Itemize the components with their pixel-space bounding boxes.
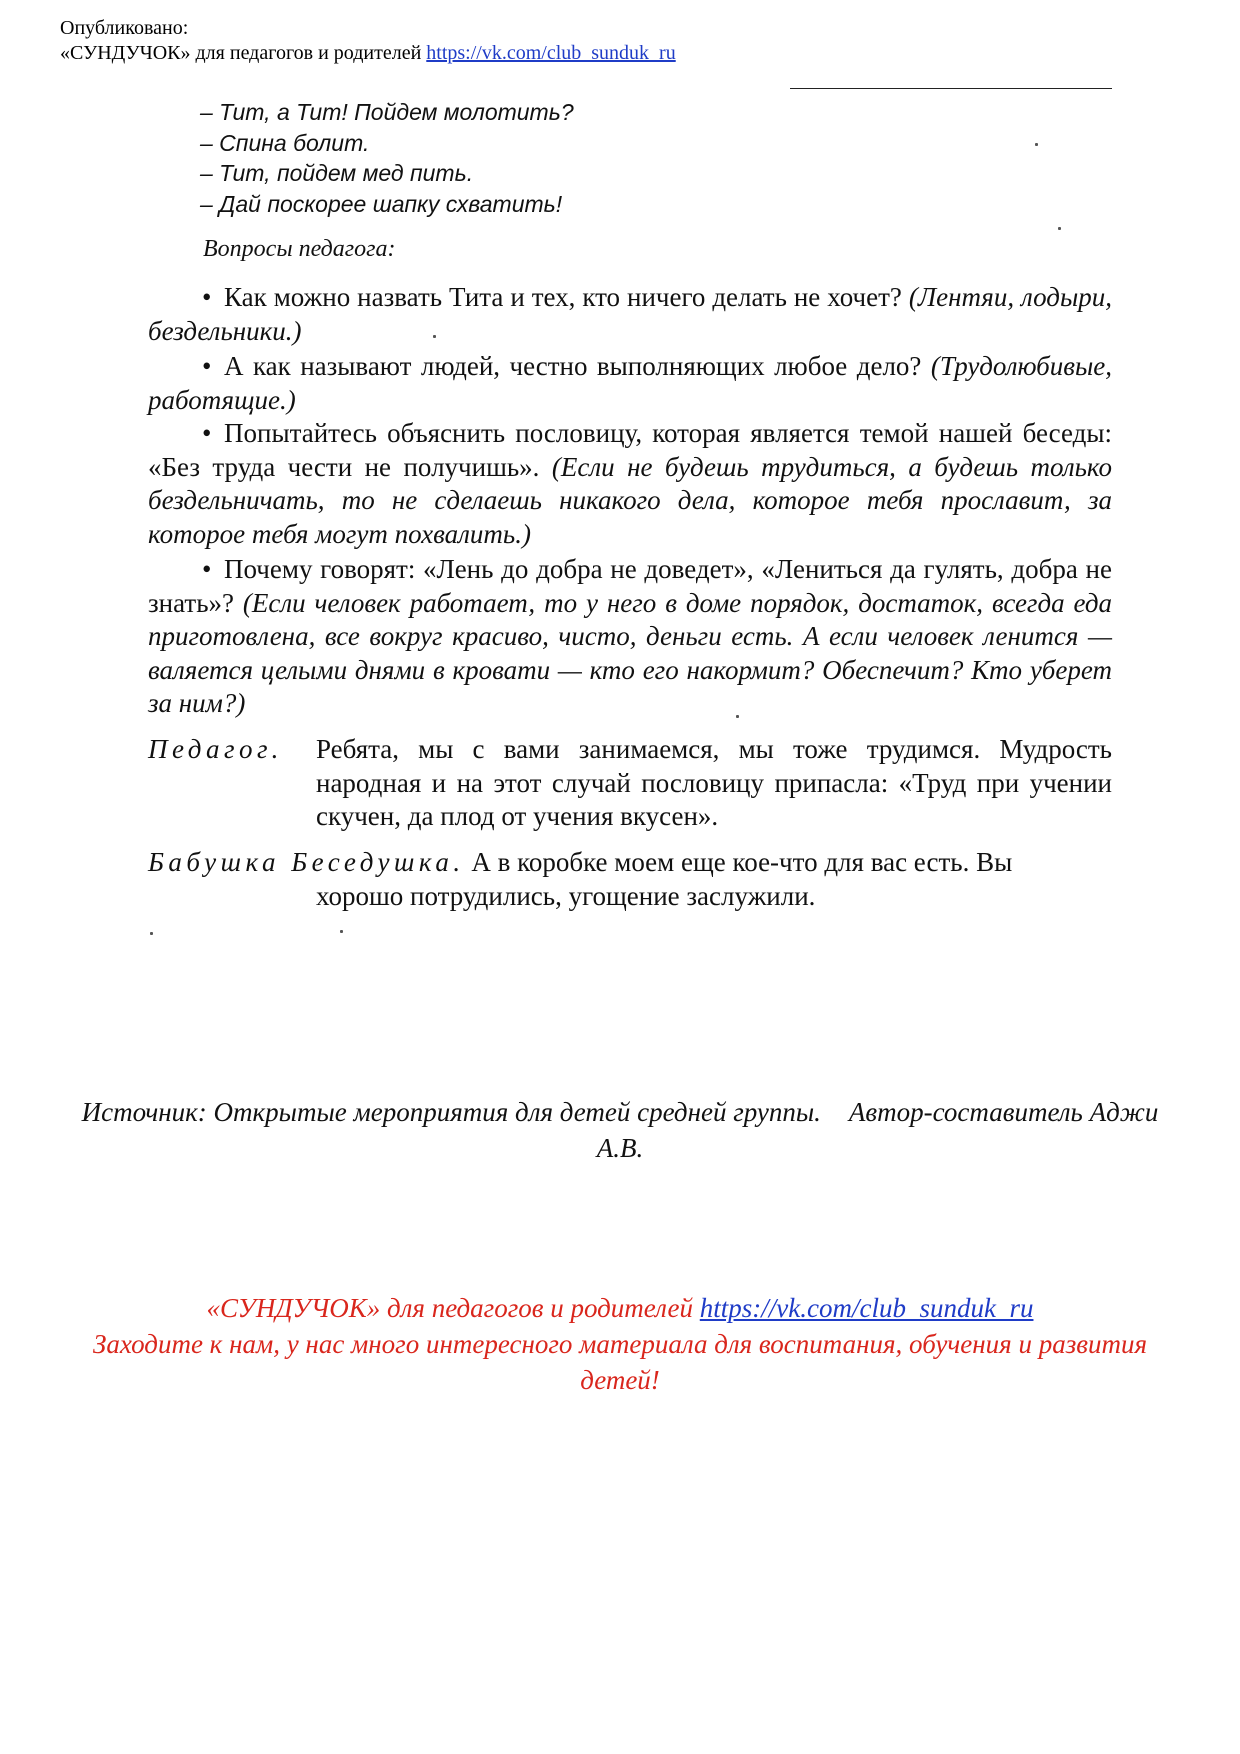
speech-text-first: А в коробке моем еще кое-что для вас есть. Вы: [471, 847, 1013, 877]
top-rule-divider: [790, 88, 1112, 89]
dialog-line: – Тит, а Тит! Пойдем молотить?: [200, 99, 574, 125]
source-label: Источник: Открытые мероприятия для детей средней группы.: [81, 1097, 821, 1127]
bullet-icon: •: [202, 554, 212, 584]
speech-text: Ребята, мы с вами занимаемся, мы тоже трудимся. Мудрость народная и на этот случай пословицу припасла: «Труд при учении скучен, да плод от учения вкусен».: [316, 734, 1112, 831]
answer-text: (Трудолюбивые, работящие.): [148, 351, 1113, 415]
source-citation: [60, 1094, 1180, 1166]
scan-speck: [150, 932, 153, 935]
promo-block: [90, 1290, 1150, 1398]
question-item-2: [148, 350, 1112, 417]
question-item-4: [148, 553, 1112, 721]
scan-speck: [736, 715, 739, 718]
dialog-line: – Дай поскорее шапку схватить!: [200, 190, 563, 217]
header-brand-line: [60, 41, 676, 66]
promo-invite-text: Заходите к нам, у нас много интересного материала для воспитания, обучения и развития детей!: [92, 1329, 1148, 1395]
bullet-icon: •: [202, 418, 212, 448]
bullet-icon: •: [202, 351, 212, 381]
header-vk-link[interactable]: https://vk.com/club_sunduk_ru: [426, 42, 676, 64]
speaker-name: Бабушка Беседушка.: [148, 847, 465, 877]
promo-brand-text: «СУНДУЧОК» для педагогов и родителей: [206, 1293, 694, 1323]
answer-text: (Лентяи, лодыри, бездельники.): [148, 282, 1113, 346]
scan-speck: [1058, 227, 1061, 230]
speech-teacher: [148, 733, 1112, 834]
question-text: Попытайтесь объяснить пословицу, которая является темой нашей беседы: «Без труда чести не получишь».: [148, 418, 1112, 482]
question-text: А как называют людей, честно выполняющих любое дело?: [224, 351, 922, 381]
answer-text: (Если не будешь трудиться, а будешь только бездельничать, то не сделаешь никакого дела, которое тебя прославит, за которое тебя могут похвалить.): [148, 451, 1112, 549]
dialog-line: – Спина болит.: [200, 129, 370, 156]
published-label: Опубликовано:: [60, 17, 189, 39]
promo-brand-line: [90, 1290, 1150, 1326]
question-item-1: [148, 281, 1112, 348]
question-item-3: [148, 417, 1112, 551]
promo-vk-link[interactable]: https://vk.com/club_sunduk_ru: [699, 1293, 1034, 1323]
answer-text: (Если человек работает, то у него в доме порядок, достаток, всегда еда приготовлена, все вокруг красиво, чисто, деньги есть. А если человек ленится — валяется целыми днями в кровати — кто его накормит? Обеспечит? Кто уберет за ним?): [148, 587, 1112, 718]
scan-speck: [340, 930, 343, 933]
question-text: Почему говорят: «Лень до добра не доведет», «Лениться да гулять, добра не знать»?: [148, 554, 1112, 618]
speech-grandma: [148, 846, 1112, 913]
speaker-name: Педагог.: [148, 734, 283, 764]
speech-text-rest: хорошо потрудились, угощение заслужили.: [316, 880, 816, 911]
scan-speck: [433, 335, 436, 338]
published-header: [60, 16, 676, 66]
dialog-lines: [200, 97, 574, 219]
question-text: Как можно назвать Тита и тех, кто ничего делать не хочет?: [224, 282, 902, 312]
source-author: Автор-составитель Аджи А.В.: [596, 1097, 1159, 1163]
header-brand-text: «СУНДУЧОК» для педагогов и родителей: [60, 42, 422, 64]
bullet-icon: •: [202, 282, 212, 312]
questions-heading: Вопросы педагога:: [203, 236, 396, 262]
dialog-line: – Тит, пойдем мед пить.: [200, 160, 474, 186]
scan-speck: [1035, 143, 1038, 146]
